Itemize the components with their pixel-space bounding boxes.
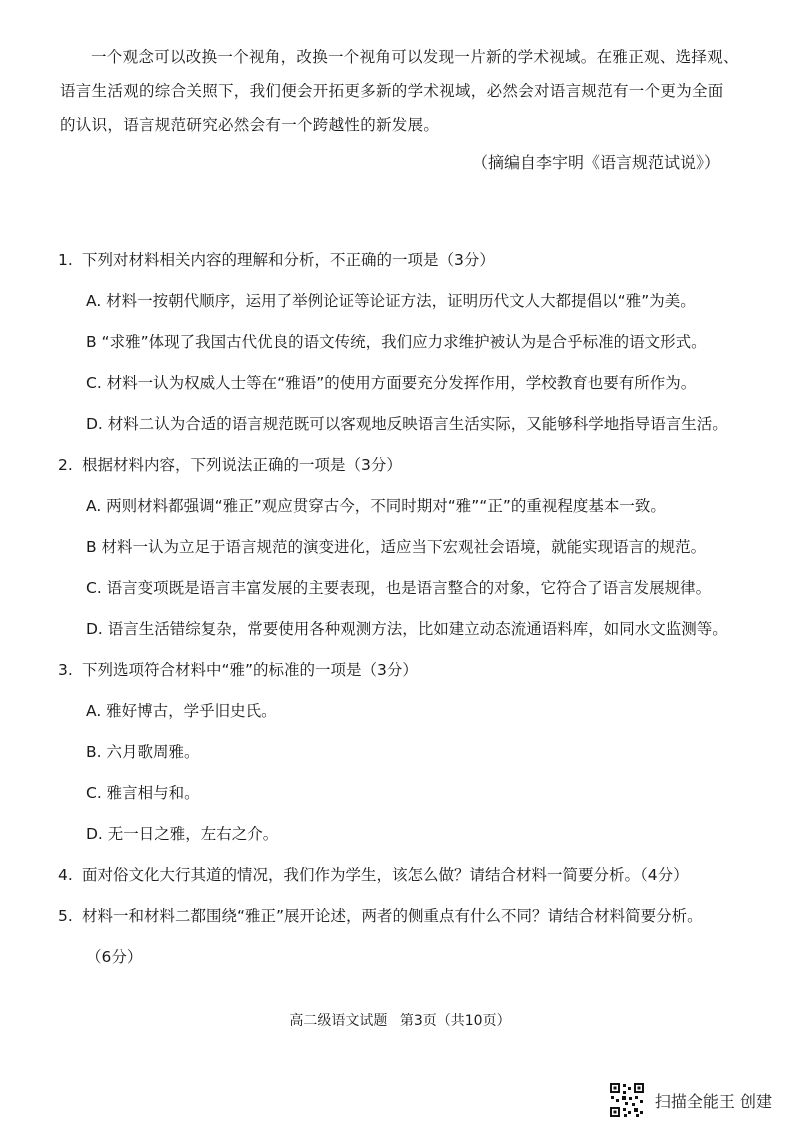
question-number: 1. (58, 251, 73, 269)
question-number: 4. (58, 866, 73, 884)
scanner-watermark (609, 1082, 772, 1118)
question-1-option-a: A. 材料一按朝代顺序，运用了举例论证等论证方法，证明历代文人大都提倡以“雅”为美。 (86, 292, 696, 310)
citation: （摘编自李宇明《语言规范试说》） (471, 153, 720, 172)
question-number: 3. (58, 661, 73, 679)
question-2-stem (58, 445, 758, 486)
passage-line: 的认识，语言规范研究必然会有一个跨越性的新发展。 (60, 116, 440, 134)
question-5-continuation: （6分） (86, 948, 143, 966)
question-3-option-a: A. 雅好博古，学乎旧史氏。 (86, 702, 277, 720)
question-3-option-c: C. 雅言相与和。 (86, 784, 200, 802)
question-4-stem (58, 855, 758, 896)
question-1-option-b: B “求雅”体现了我国古代优良的语文传统，我们应力求维护被认为是合乎标准的语文形式。 (86, 333, 707, 351)
passage (60, 40, 750, 142)
question-text: 材料一和材料二都围绕“雅正”展开论述，两者的侧重点有什么不同？请结合材料简要分析。 (82, 907, 703, 925)
question-3-stem (58, 650, 758, 691)
question-text: 下列对材料相关内容的理解和分析，不正确的一项是（3分） (82, 251, 495, 269)
question-3-option-d: D. 无一日之雅，左右之介。 (86, 825, 279, 843)
question-1-stem (58, 240, 758, 281)
page-footer (0, 1010, 800, 1030)
passage-line: 语言生活观的综合关照下，我们便会开拓更多新的学术视域，必然会对语言规范有一个更为全面 (60, 82, 724, 100)
footer-page-number: 第3页（共10页） (399, 1013, 511, 1029)
qr-code-icon (609, 1082, 645, 1118)
question-1-option-c: C. 材料一认为权威人士等在“雅语”的使用方面要充分发挥作用，学校教育也要有所作为。 (86, 374, 697, 392)
question-text: 根据材料内容，下列说法正确的一项是（3分） (82, 456, 402, 474)
question-text: 面对俗文化大行其道的情况，我们作为学生，该怎么做？请结合材料一简要分析。（4分） (82, 866, 689, 884)
watermark-text: 扫描全能王 创建 (654, 1091, 772, 1111)
footer-title: 高二级语文试题 (289, 1013, 388, 1029)
question-2-option-a: A. 两则材料都强调“雅正”观应贯穿古今，不同时期对“雅”“正”的重视程度基本一致。 (86, 497, 666, 515)
question-2-option-c: C. 语言变项既是语言丰富发展的主要表现，也是语言整合的对象，它符合了语言发展规律。 (86, 579, 712, 597)
question-1-option-d: D. 材料二认为合适的语言规范既可以客观地反映语言生活实际，又能够科学地指导语言生活。 (86, 415, 728, 433)
question-2-option-b: B 材料一认为立足于语言规范的演变进化，适应当下宏观社会语境，就能实现语言的规范。 (86, 538, 707, 556)
question-3-option-b: B. 六月歌周雅。 (86, 743, 200, 761)
question-number: 5. (58, 907, 73, 925)
passage-line: 一个观念可以改换一个视角，改换一个视角可以发现一片新的学术视域。在雅正观、选择观、 (91, 48, 739, 66)
question-number: 2. (58, 456, 73, 474)
question-2-option-d: D. 语言生活错综复杂，常要使用各种观测方法，比如建立动态流通语料库，如同水文监测等。 (86, 620, 728, 638)
question-5-stem (58, 896, 758, 937)
question-text: 下列选项符合材料中“雅”的标准的一项是（3分） (82, 661, 418, 679)
question-list (58, 240, 758, 978)
